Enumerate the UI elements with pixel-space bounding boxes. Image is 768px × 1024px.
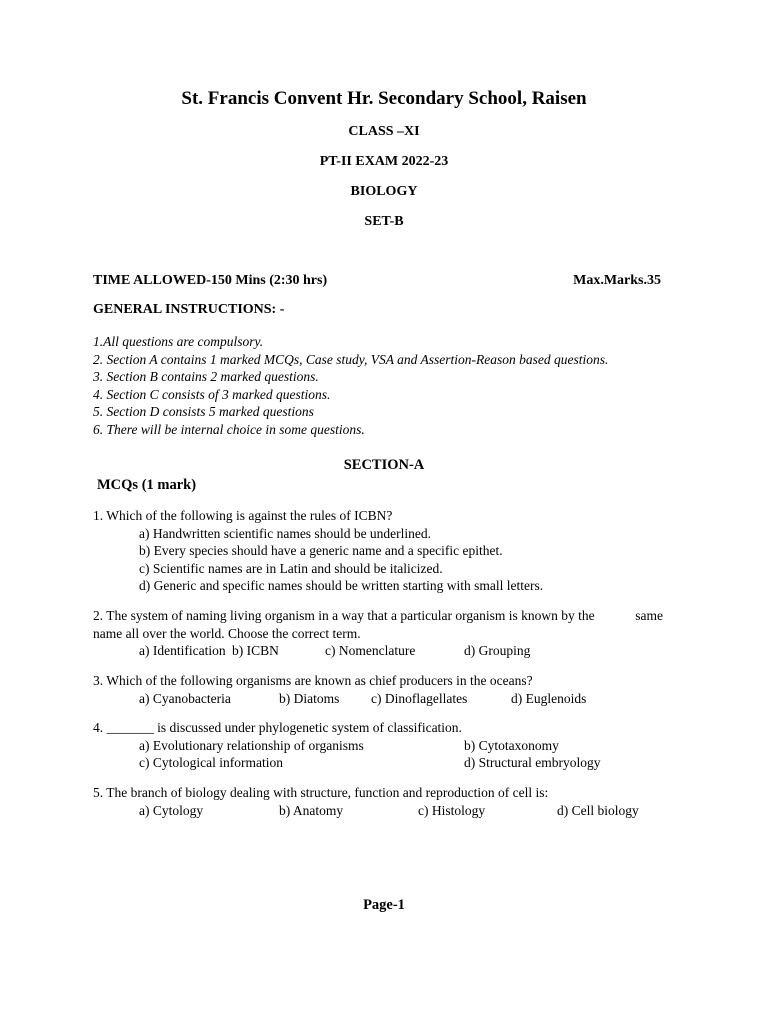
option: a) Evolutionary relationship of organisms — [139, 737, 364, 753]
option: d) Structural embryology — [464, 755, 601, 770]
option: a) Cyanobacteria — [139, 690, 231, 706]
section-subtitle: MCQs (1 mark) — [97, 477, 197, 493]
option: c) Histology — [418, 802, 486, 818]
option-row — [139, 802, 673, 820]
option-row — [139, 642, 673, 660]
instructions-list — [93, 333, 608, 438]
option: c) Dinoflagellates — [371, 690, 468, 706]
question-text: 3. Which of the following organisms are known as chief producers in the oceans? — [93, 673, 533, 688]
option-list — [93, 690, 673, 708]
instructions-heading: GENERAL INSTRUCTIONS: - — [93, 302, 285, 317]
option-list — [93, 525, 673, 595]
option: d) Cell biology — [557, 802, 639, 818]
option-list — [93, 642, 673, 660]
instruction-item: 1.All questions are compulsory. — [93, 334, 264, 349]
option: a) Cytology — [139, 802, 204, 818]
question-text: 2. The system of naming living organism in a way that a particular organism is known by the — [93, 608, 595, 623]
option: b) Cytotaxonomy — [464, 737, 559, 753]
instruction-item: 2. Section A contains 1 marked MCQs, Case study, VSA and Assertion-Reason based questions. — [93, 351, 609, 367]
question-1 — [93, 507, 673, 595]
question-text-line — [93, 607, 663, 625]
option: a) Handwritten scientific names should be underlined. — [139, 525, 432, 541]
option: c) Cytological information — [139, 755, 283, 770]
page-number: Page-1 — [363, 897, 405, 913]
instruction-item: 5. Section D consists 5 marked questions — [93, 404, 314, 419]
time-marks-row — [93, 273, 661, 289]
question-text: 1. Which of the following is against the rules of ICBN? — [93, 508, 393, 523]
school-name: St. Francis Convent Hr. Secondary School, Raisen — [181, 88, 587, 109]
option: a) Identification — [139, 643, 226, 658]
subject-label: BIOLOGY — [350, 184, 418, 199]
question-4 — [93, 719, 673, 772]
question-3 — [93, 672, 673, 707]
class-label: CLASS –XI — [348, 124, 420, 139]
option: b) Anatomy — [279, 802, 344, 818]
option: d) Generic and specific names should be written starting with small letters. — [139, 578, 544, 593]
question-text: 5. The branch of biology dealing with structure, function and reproduction of cell is: — [93, 785, 549, 800]
max-marks: Max.Marks.35 — [573, 273, 661, 288]
question-text: name all over the world. Choose the correct term. — [93, 625, 361, 641]
option: b) ICBN — [232, 643, 279, 658]
option: d) Grouping — [464, 643, 531, 658]
question-text: 4. _______ is discussed under phylogenetic system of classification. — [93, 720, 462, 735]
option-list — [93, 802, 673, 820]
instruction-item: 3. Section B contains 2 marked questions. — [93, 369, 319, 384]
instruction-item: 4. Section C consists of 3 marked questions. — [93, 386, 331, 402]
option-list — [93, 737, 673, 772]
option: b) Diatoms — [279, 690, 340, 706]
set-label: SET-B — [364, 214, 404, 229]
option-row — [139, 690, 673, 708]
section-title: SECTION-A — [343, 457, 425, 473]
option: c) Scientific names are in Latin and should be italicized. — [139, 560, 443, 576]
option-row — [139, 754, 673, 772]
option: c) Nomenclature — [325, 643, 416, 658]
option: d) Euglenoids — [511, 690, 587, 706]
question-text: same — [635, 608, 663, 623]
option: b) Every species should have a generic name and a specific epithet. — [139, 543, 503, 558]
time-allowed: TIME ALLOWED-150 Mins (2:30 hrs) — [93, 273, 328, 288]
question-5 — [93, 784, 673, 819]
exam-label: PT-II EXAM 2022-23 — [319, 154, 449, 169]
question-2 — [93, 607, 673, 660]
instruction-item: 6. There will be internal choice in some questions. — [93, 421, 365, 437]
option-row — [139, 737, 673, 755]
